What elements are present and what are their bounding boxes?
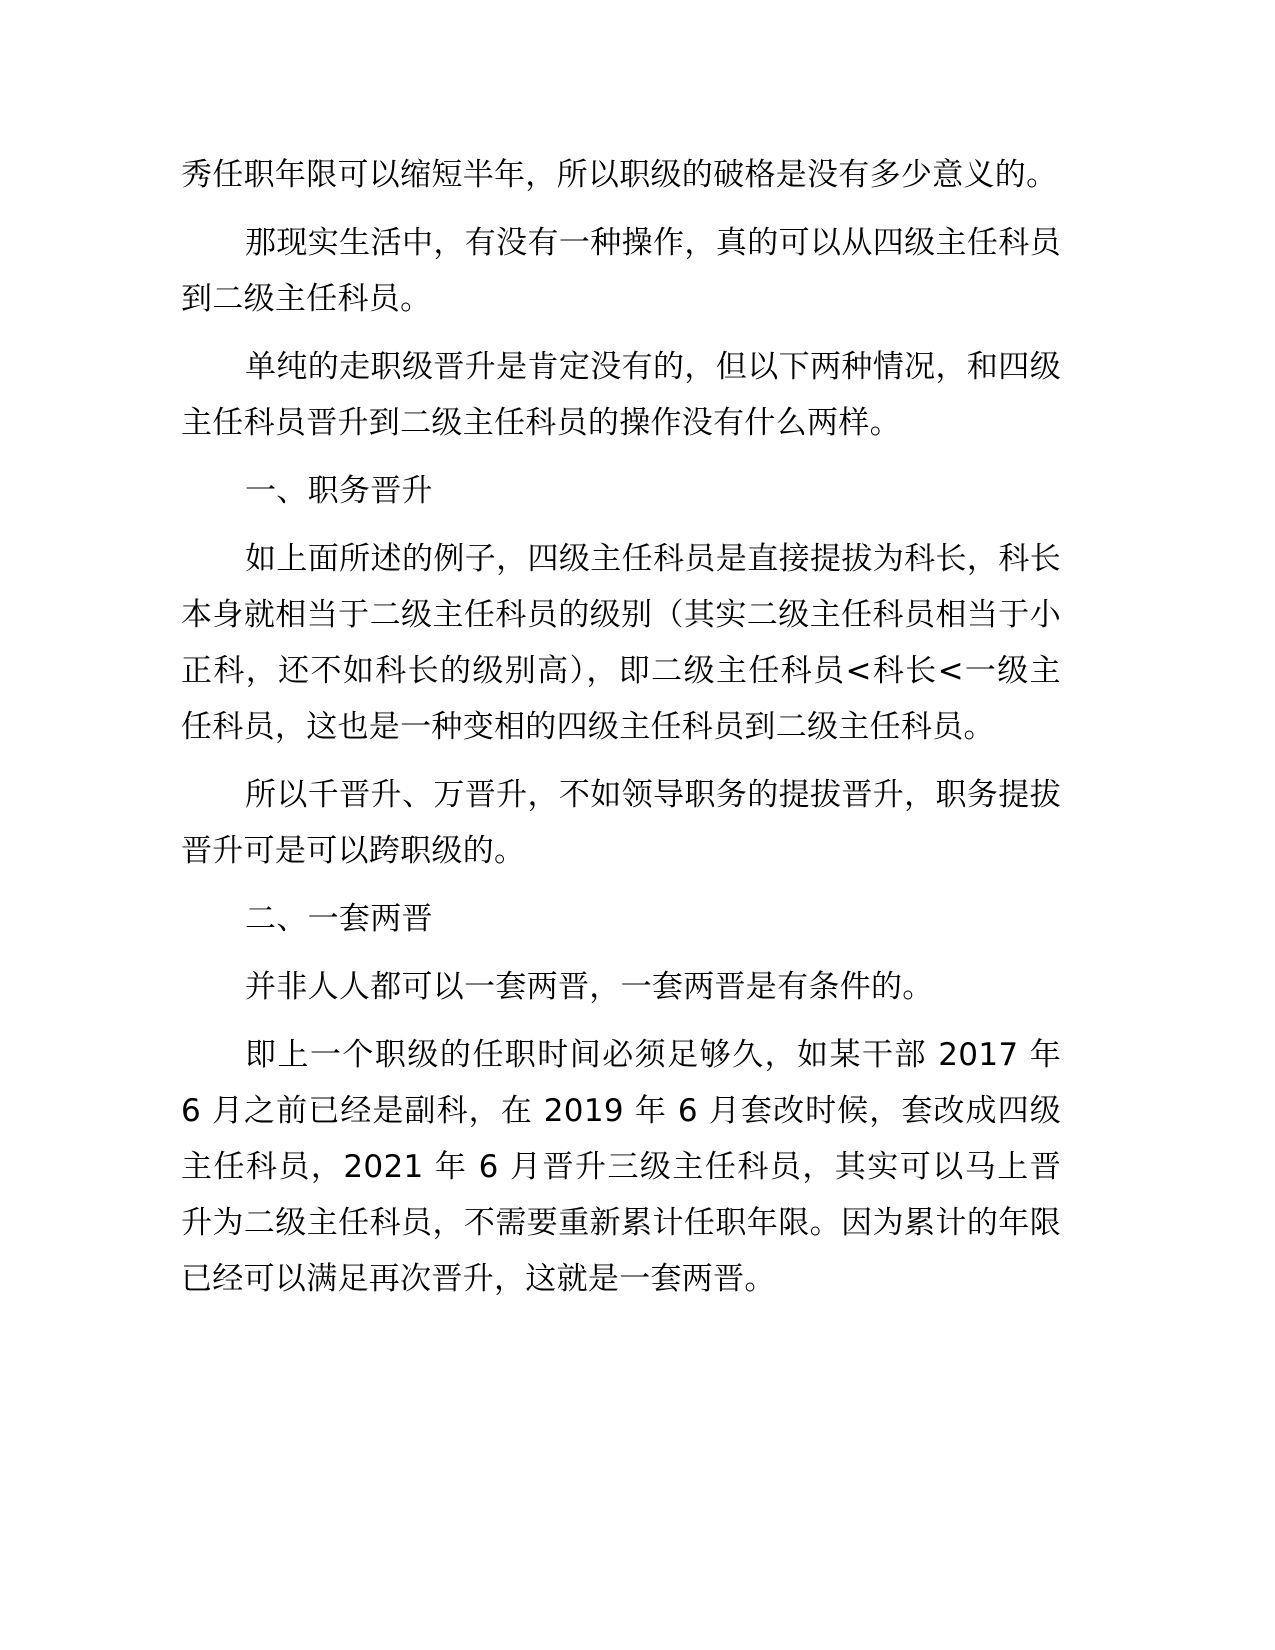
- document-body: [181, 147, 1061, 1319]
- section-heading-1: 一、职务晋升: [245, 473, 433, 509]
- paragraph-4: 如上面所述的例子，四级主任科员是直接提拔为科长，科长本身就相当于二级主任科员的级别（其实二级主任科员相当于小正科，还不如科长的级别高），即二级主任科员<科长<一级主任科员，这也是一种变相的四级主任科员到二级主任科员。: [181, 541, 1061, 745]
- paragraph-1: 秀任职年限可以缩短半年，所以职级的破格是没有多少意义的。: [181, 157, 1058, 193]
- paragraph-7: 即上一个职级的任职时间必须足够久，如某干部 2017 年 6 月之前已经是副科，在 2019 年 6 月套改时候，套改成四级主任科员，2021 年 6 月晋升三级主任科员，其实可以马上晋升为二级主任科员，不需要重新累计任职年限。因为累计的年限已经可以满足再次晋升，这就是一套两晋。: [181, 1037, 1061, 1297]
- paragraph-3: 单纯的走职级晋升是肯定没有的，但以下两种情况，和四级主任科员晋升到二级主任科员的操作没有什么两样。: [181, 349, 1061, 441]
- paragraph-5: 所以千晋升、万晋升，不如领导职务的提拔晋升，职务提拔晋升可是可以跨职级的。: [181, 777, 1061, 869]
- section-heading-2: 二、一套两晋: [245, 901, 433, 937]
- paragraph-6: 并非人人都可以一套两晋，一套两晋是有条件的。: [245, 969, 934, 1005]
- paragraph-2: 那现实生活中，有没有一种操作，真的可以从四级主任科员到二级主任科员。: [181, 225, 1061, 317]
